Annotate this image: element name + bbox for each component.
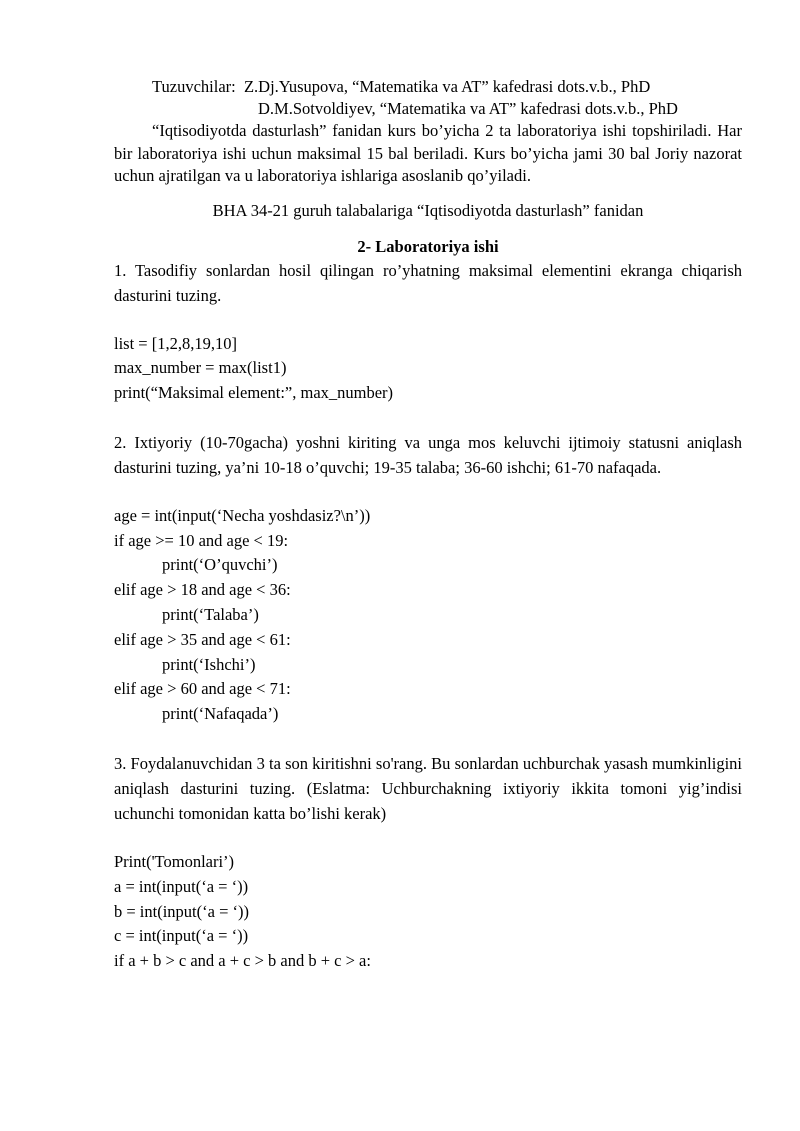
code-line: max_number = max(list1) — [114, 358, 287, 378]
code-line: if age >= 10 and age < 19: — [114, 530, 289, 550]
code-line: print(‘Talaba’) — [162, 605, 259, 625]
code-line: if a + b > c and a + c > b and b + c > a: — [114, 951, 371, 971]
code-line: print(‘O’quvchi’) — [162, 555, 278, 575]
task-3-code — [114, 850, 742, 974]
lab-title: 2- Laboratoriya ishi — [357, 236, 499, 256]
code-line: print(“Maksimal element:”, max_number) — [114, 383, 394, 403]
code-line: Print('Tomonlari’) — [114, 852, 235, 872]
task-2-code — [114, 504, 742, 727]
group-line: BHA 34-21 guruh talabalariga “Iqtisodiyotda dasturlash” fanidan — [212, 200, 644, 220]
intro-paragraph: “Iqtisodiyotda dasturlash” fanidan kurs bo’yicha 2 ta laboratoriya ishi topshiriladi. Har bir laboratoriya ishi uchun maksimal 15 bal beriladi. Kurs bo’yicha jami 30 bal Joriy nazorat uchun ajratilgan va u laboratoriya ishlariga asoslanib qo’yiladi. — [114, 121, 742, 185]
code-line: print(‘Ishchi’) — [162, 654, 256, 674]
author-2: D.M.Sotvoldiyev, “Matematika va AT” kafedrasi dots.v.b., PhD — [258, 99, 678, 118]
task-1-code — [114, 332, 742, 406]
code-line: elif age > 60 and age < 71: — [114, 679, 291, 699]
task-1-text: 1. Tasodifiy sonlardan hosil qilingan ro’yhatning maksimal elementini ekranga chiqarish dasturini tuzing. — [114, 260, 742, 305]
document-body — [114, 76, 742, 974]
code-line: elif age > 35 and age < 61: — [114, 629, 291, 649]
author-1: Z.Dj.Yusupova, “Matematika va AT” kafedrasi dots.v.b., PhD — [243, 77, 651, 96]
task-2-text: 2. Ixtiyoriy (10-70gacha) yoshni kiriting va unga mos keluvchi ijtimoiy statusni aniqlash dasturini tuzing, ya’ni 10-18 o’quvchi; 19-35 talaba; 36-60 ishchi; 61-70 nafaqada. — [114, 432, 742, 477]
code-line: b = int(input(‘a = ‘)) — [114, 901, 249, 921]
code-line: list = [1,2,8,19,10] — [114, 333, 237, 353]
authors-line-1 — [114, 76, 742, 98]
code-line: a = int(input(‘a = ‘)) — [114, 876, 249, 896]
authors-label: Tuzuvchilar: — [152, 77, 236, 96]
code-line: elif age > 18 and age < 36: — [114, 580, 291, 600]
code-line: c = int(input(‘a = ‘)) — [114, 926, 249, 946]
code-line: print(‘Nafaqada’) — [162, 704, 279, 724]
code-line: age = int(input(‘Necha yoshdasiz?\n’)) — [114, 505, 371, 525]
task-3-text: 3. Foydalanuvchidan 3 ta son kiritishni so'rang. Bu sonlardan uchburchak yasash mumkinligini aniqlash dasturini tuzing. (Eslatma: Uchburchakning ixtiyoriy ikkita tomoni yig’indisi uchunchi tomonidan katta bo’lishi kerak) — [114, 754, 742, 824]
